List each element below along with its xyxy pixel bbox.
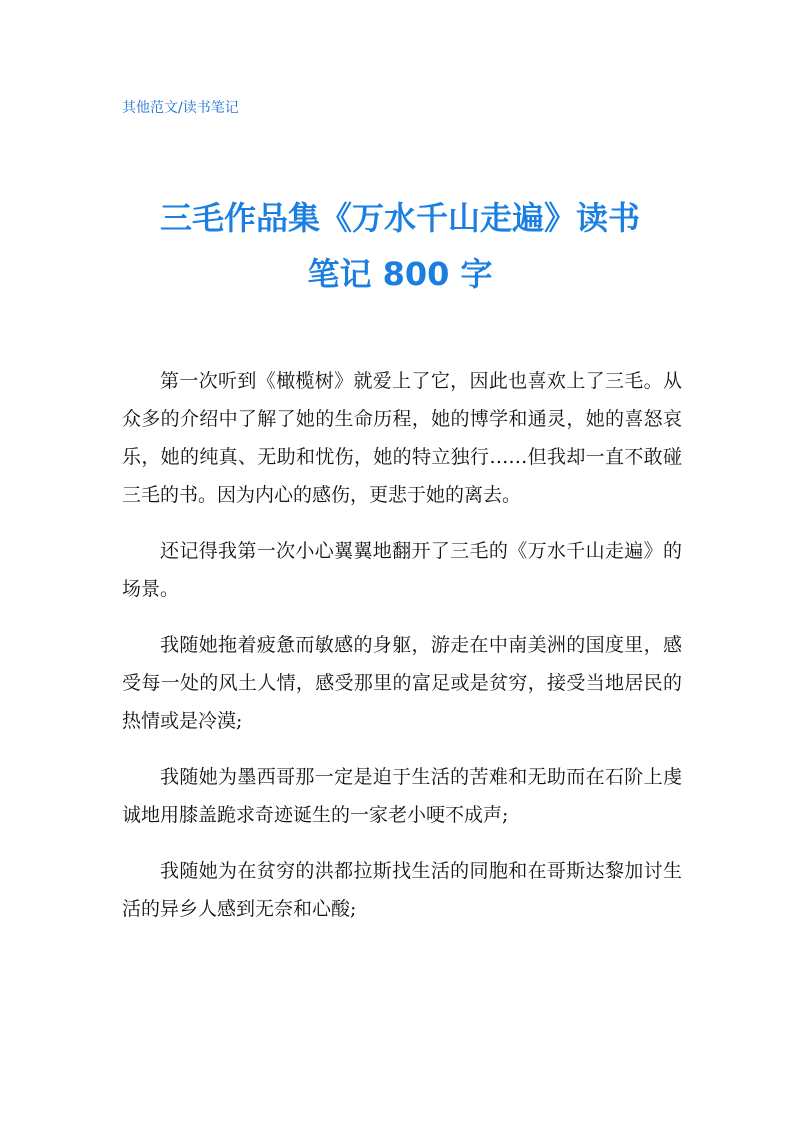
article-body [122,362,682,946]
title-line-1: 三毛作品集《万水千山走遍》读书 [159,199,640,237]
category-label: 其他范文/读书笔记 [122,100,239,116]
paragraph: 我随她拖着疲惫而敏感的身躯，游走在中南美洲的国度里，感受每一处的风土人情，感受那里的富足或是贫穷，接受当地居民的热情或是冷漠; [122,634,682,732]
paragraph: 我随她为在贫穷的洪都拉斯找生活的同胞和在哥斯达黎加讨生活的异乡人感到无奈和心酸; [122,860,682,920]
paragraph: 还记得我第一次小心翼翼地翻开了三毛的《万水千山走遍》的场景。 [122,540,682,600]
article-title [100,190,700,302]
paragraph: 我随她为墨西哥那一定是迫于生活的苦难和无助而在石阶上虔诚地用膝盖跪求奇迹诞生的一家老小哽不成声; [122,766,682,826]
title-line-2: 笔记 800 字 [307,255,493,293]
paragraph: 第一次听到《橄榄树》就爱上了它，因此也喜欢上了三毛。从众多的介绍中了解了她的生命历程，她的博学和通灵，她的喜怒哀乐，她的纯真、无助和忧伤，她的特立独行……但我却一直不敢碰三毛的书。因为内心的感伤，更悲于她的离去。 [122,370,682,506]
